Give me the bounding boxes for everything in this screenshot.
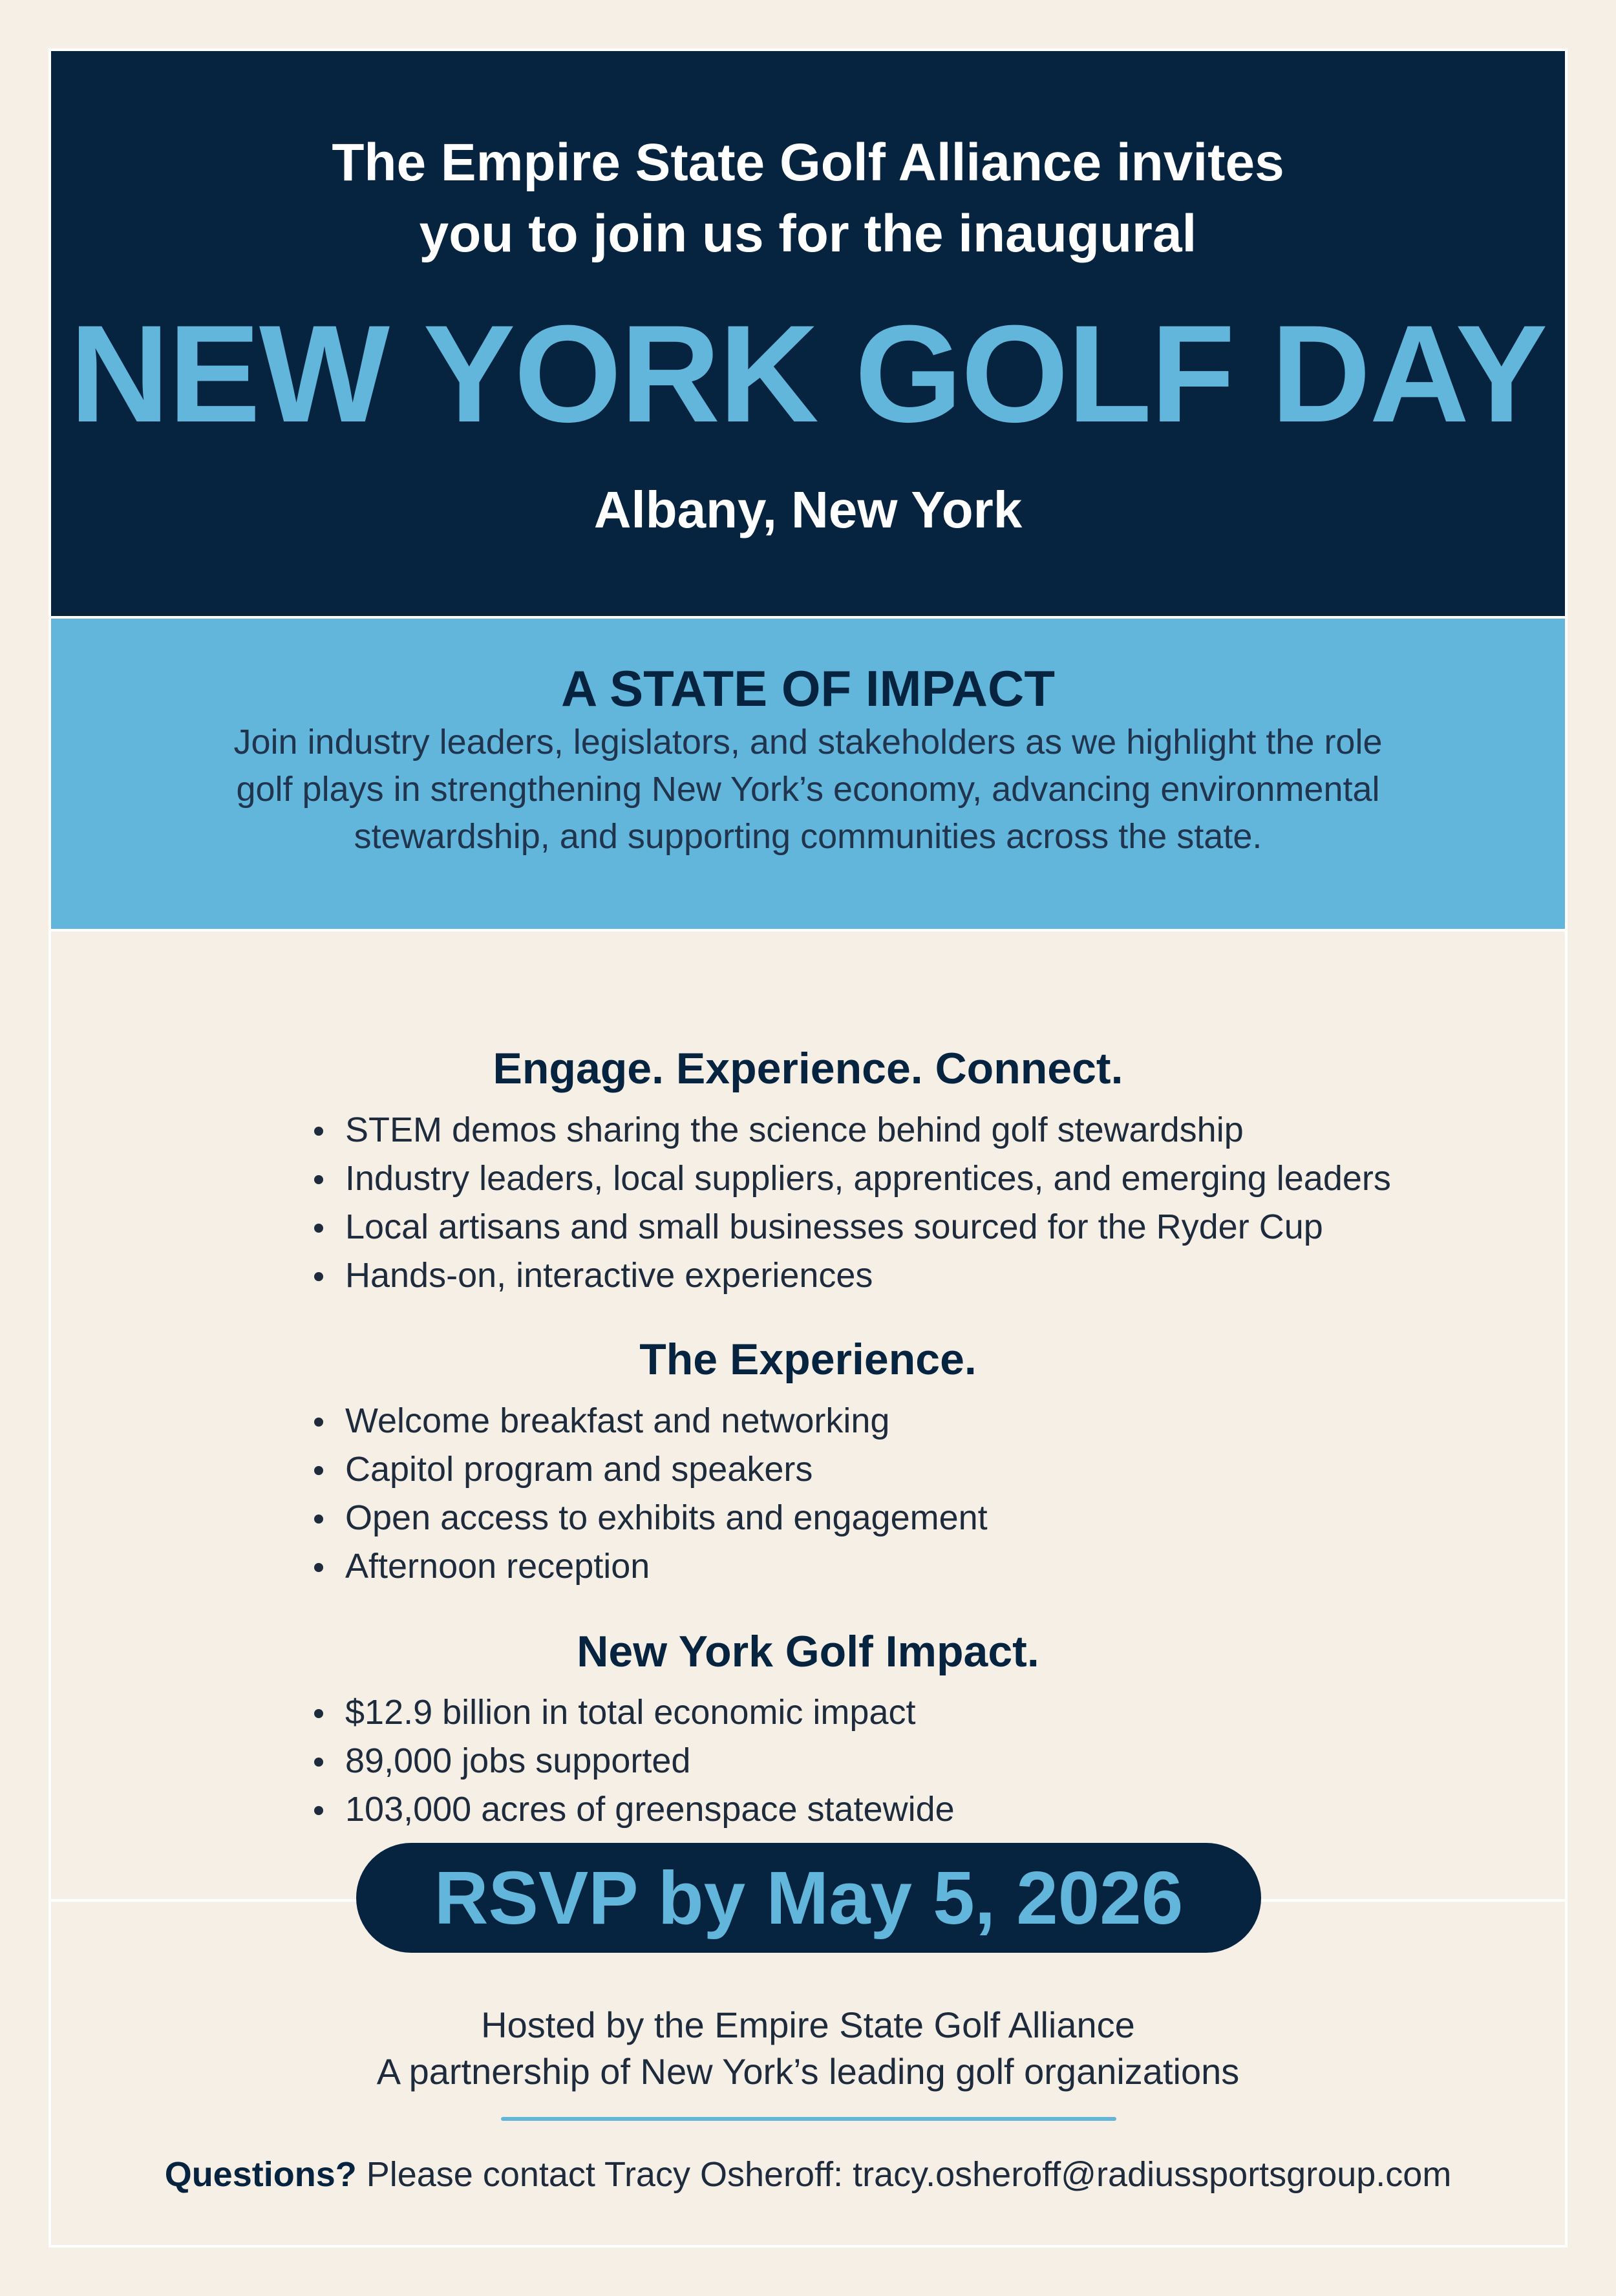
engage-list [306,1106,1391,1300]
invitation-frame [48,48,1568,2248]
questions-label: Questions? [164,2155,357,2194]
bullet-icon [314,1515,323,1524]
event-title: NEW YORK GOLF DAY [69,297,1547,451]
host-line-2: A partnership of New York’s leading golf organizations [376,2051,1240,2092]
bullet-icon [314,1127,323,1136]
section-heading-engage: Engage. Experience. Connect. [493,1044,1123,1093]
list-item: Afternoon reception [306,1542,988,1591]
bullet-icon [314,1224,323,1233]
section-heading-impact: New York Golf Impact. [577,1627,1039,1676]
bullet-icon [314,1272,323,1281]
contact-text[interactable]: Please contact Tracy Osheroff: tracy.osheroff@radiussportsgroup.com [356,2155,1452,2194]
bullet-icon [314,1709,323,1718]
bullet-icon [314,1466,323,1475]
divider [51,929,1565,931]
event-location: Albany, New York [593,481,1023,538]
bullet-icon [314,1175,323,1184]
host-info [51,2002,1565,2095]
bullet-icon [314,1806,323,1815]
intro-line-2: you to join us for the inaugural [419,204,1197,263]
impact-line-3: stewardship, and supporting communities across the state. [354,817,1262,856]
list-item: Welcome breakfast and networking [306,1397,988,1445]
bullet-icon [314,1563,323,1572]
invitation-intro [51,127,1565,270]
header-banner [51,51,1565,616]
list-item: STEM demos sharing the science behind golf stewardship [306,1106,1391,1154]
rsvp-badge: RSVP by May 5, 2026 [356,1843,1261,1953]
list-item: $12.9 billion in total economic impact [306,1688,955,1737]
list-item: Local artisans and small businesses sourced for the Ryder Cup [306,1203,1391,1251]
impact-description [180,719,1436,860]
intro-line-1: The Empire State Golf Alliance invites [332,133,1284,192]
bullet-icon [314,1418,323,1427]
footer-divider [501,2117,1116,2121]
section-heading-experience: The Experience. [639,1335,977,1384]
list-item: Open access to exhibits and engagement [306,1494,988,1542]
impact-line-1: Join industry leaders, legislators, and stakeholders as we highlight the role [233,723,1383,761]
impact-band [51,619,1565,929]
list-item: Hands-on, interactive experiences [306,1251,1391,1300]
impact-line-2: golf plays in strengthening New York’s economy, advancing environmental [236,770,1380,809]
list-item: 89,000 jobs supported [306,1737,955,1785]
impact-title: A STATE OF IMPACT [560,660,1056,717]
list-item: Industry leaders, local suppliers, apprentices, and emerging leaders [306,1154,1391,1203]
impact-list [306,1688,955,1834]
experience-list [306,1397,988,1591]
list-item: 103,000 acres of greenspace statewide [306,1785,955,1834]
contact-line [51,2151,1565,2198]
list-item: Capitol program and speakers [306,1445,988,1494]
bullet-icon [314,1758,323,1767]
host-line-1: Hosted by the Empire State Golf Alliance [481,2004,1135,2045]
